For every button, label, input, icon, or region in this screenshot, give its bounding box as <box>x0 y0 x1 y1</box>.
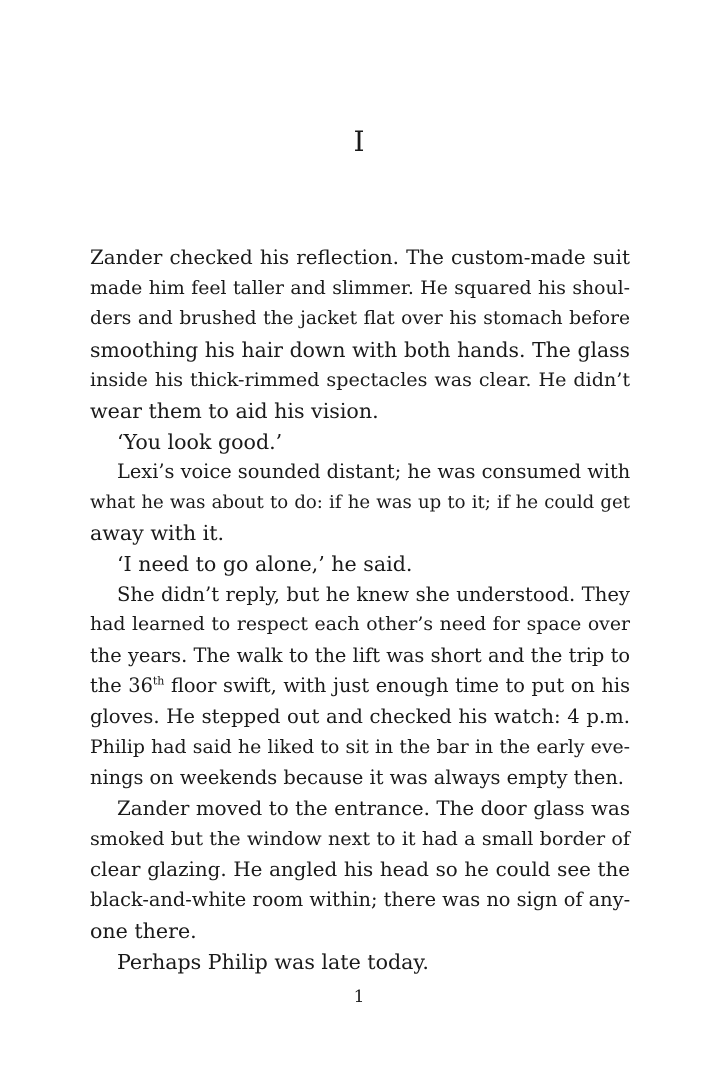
text-line: wear them to aid his vision. <box>90 398 379 423</box>
text-line: black-and-white room within; there was no sign of any- <box>90 888 631 912</box>
text-line: gloves. He stepped out and checked his watch: 4 p.m. <box>90 704 630 728</box>
text-line: ‘I need to go alone,’ he said. <box>117 551 413 576</box>
text-line: clear glazing. He angled his head so he could see the <box>90 857 630 881</box>
text-line: the years. The walk to the lift was short and the trip to <box>90 643 630 667</box>
text-line: ‘You look good.’ <box>117 429 283 454</box>
chapter-heading: I <box>353 125 365 158</box>
paragraph <box>90 457 630 549</box>
text-line: Zander moved to the entrance. The door glass was <box>117 796 630 820</box>
text-line: Perhaps Philip was late today. <box>117 949 429 974</box>
text-line: Lexi’s voice sounded distant; he was consumed with <box>117 460 631 484</box>
text-line: away with it. <box>90 521 225 546</box>
text-line: smoothing his hair down with both hands. The glass <box>90 337 630 362</box>
text-line: She didn’t reply, but he knew she understood. They <box>117 582 630 606</box>
text-line: one there. <box>90 919 197 944</box>
text-line: nings on weekends because it was always empty then. <box>90 766 624 790</box>
text-line: inside his thick-rimmed spectacles was clear. He didn’t <box>90 368 630 392</box>
text-line: had learned to respect each other’s need for space over <box>90 614 630 636</box>
paragraph <box>90 580 630 794</box>
text-line: Philip had said he liked to sit in the bar in the early eve- <box>90 736 630 758</box>
paragraph <box>90 794 630 947</box>
text-line: ders and brushed the jacket flat over his stomach before <box>90 308 630 330</box>
text-run: the 36 <box>90 674 153 698</box>
paragraph <box>90 243 630 427</box>
page-number: 1 <box>353 987 365 1007</box>
text-line: Zander checked his reflection. The custom-made suit <box>90 246 630 269</box>
paragraph <box>90 947 630 978</box>
paragraph <box>90 427 630 458</box>
text-line: what he was about to do: if he was up to it; if he could get <box>90 491 630 513</box>
text-run: floor swift, with just enough time to put on his <box>164 674 630 698</box>
ordinal-suffix: th <box>152 674 165 688</box>
paragraph <box>90 549 630 580</box>
text-line: smoked but the window next to it had a small border of <box>90 827 630 851</box>
text-line: made him feel taller and slimmer. He squared his shoul- <box>90 277 630 299</box>
text-line <box>90 671 630 702</box>
body-text <box>90 243 630 977</box>
